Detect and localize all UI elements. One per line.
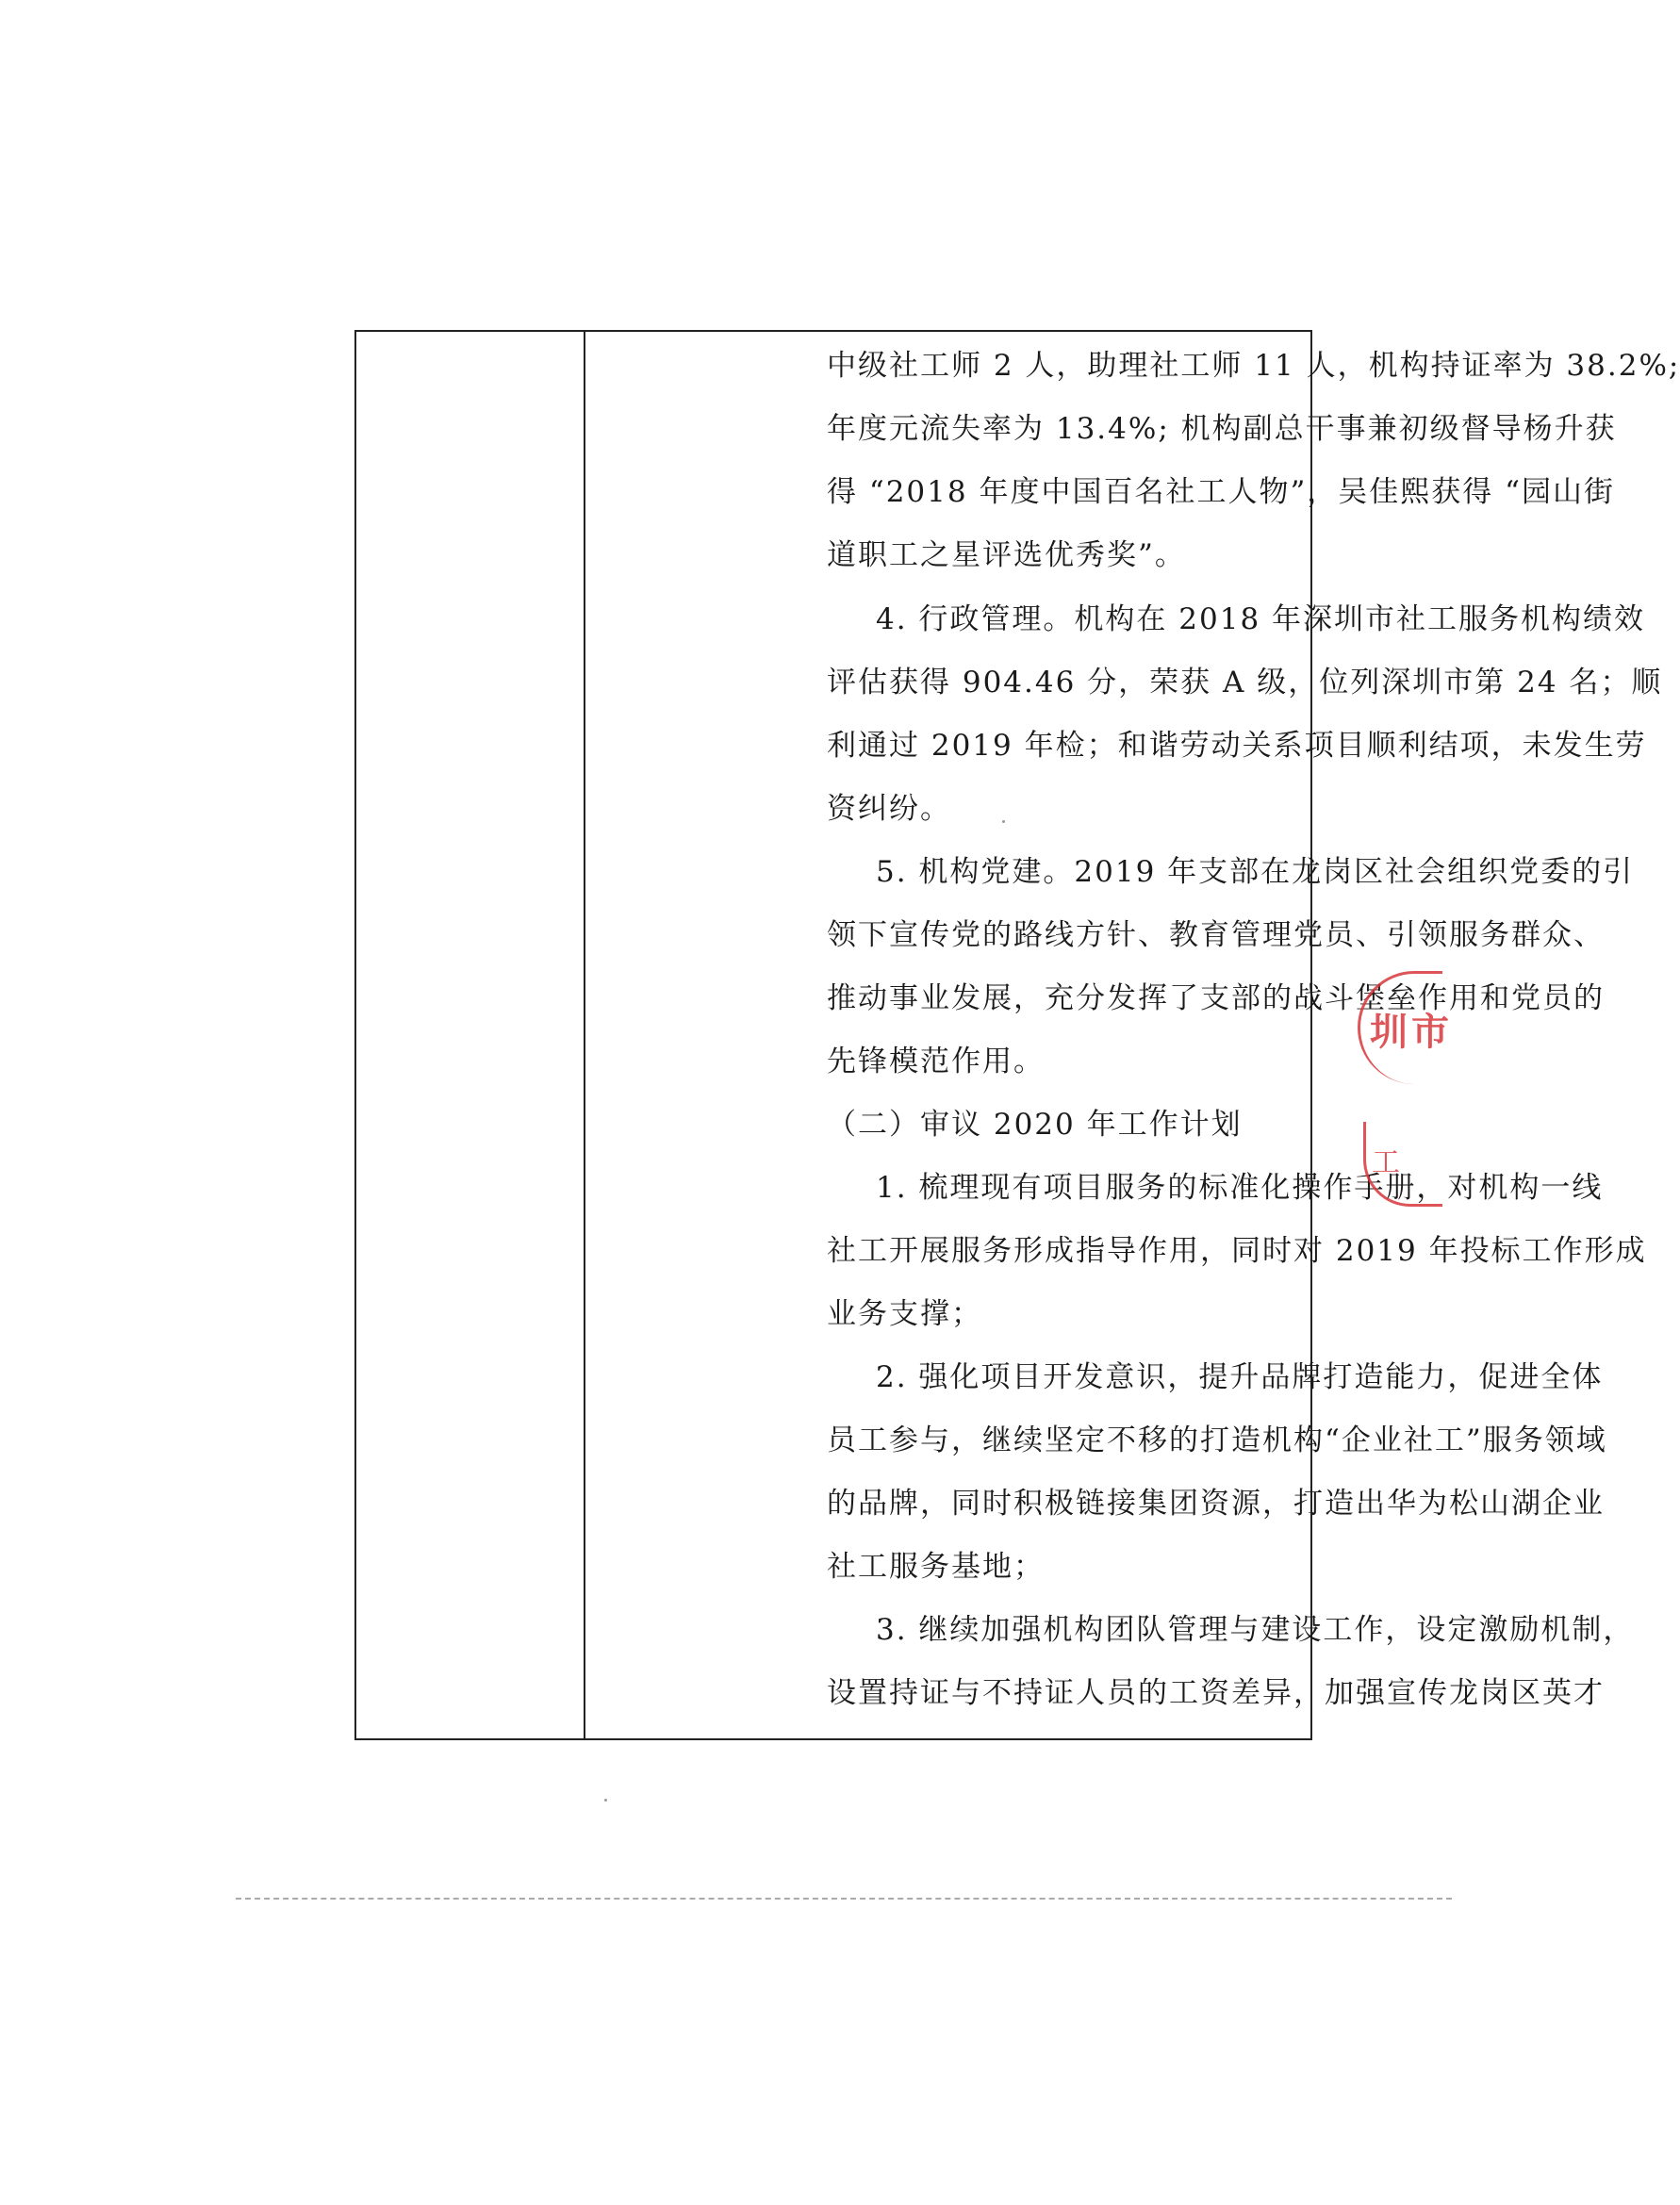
text-line: 社工服务基地； <box>827 1550 1045 1584</box>
section-heading: （二）审议 2020 年工作计划 <box>827 1108 1243 1142</box>
text-line: 利通过 2019 年检；和谐劳动关系项目顺利结项，未发生劳 <box>827 729 1647 763</box>
text-line: 5. 机构党建。2019 年支部在龙岗区社会组织党委的引 <box>876 855 1635 889</box>
text-line: 的品牌，同时积极链接集团资源，打造出华为松山湖企业 <box>827 1487 1605 1521</box>
text-line: 中级社工师 2 人，助理社工师 11 人，机构持证率为 38.2%; <box>827 349 1680 383</box>
text-line: 3. 继续加强机构团队管理与建设工作，设定激励机制， <box>876 1613 1635 1647</box>
text-line: 评估获得 904.46 分，荣获 A 级，位列深圳市第 24 名；顺 <box>827 666 1663 699</box>
footer-divider <box>236 1898 1452 1900</box>
stamp-text: 圳市 <box>1370 1011 1453 1054</box>
text-line: 设置持证与不持证人员的工资差异，加强宣传龙岗区英才 <box>827 1676 1605 1710</box>
text-line: 1. 梳理现有项目服务的标准化操作手册，对机构一线 <box>876 1171 1604 1205</box>
table-left-column <box>356 332 585 1738</box>
text-line: 2. 强化项目开发意识，提升品牌打造能力，促进全体 <box>876 1360 1604 1394</box>
text-line: 年度元流失率为 13.4%; 机构副总干事兼初级督导杨升获 <box>827 412 1617 446</box>
text-line: 得 “2018 年度中国百名社工人物”，吴佳熙获得 “园山街 <box>827 475 1615 509</box>
text-line: 员工参与，继续坚定不移的打造机构“企业社工”服务领域 <box>827 1423 1607 1457</box>
text-line: 4. 行政管理。机构在 2018 年深圳市社工服务机构绩效 <box>876 602 1646 636</box>
table-right-column <box>585 332 1680 1738</box>
text-line: 资纠纷。 <box>827 792 951 826</box>
content-table <box>354 330 1680 1740</box>
text-line: 业务支撑； <box>827 1297 982 1331</box>
scan-speck <box>604 1799 607 1802</box>
text-line: 道职工之星评选优秀奖”。 <box>827 538 1186 572</box>
scan-speck <box>1002 820 1005 823</box>
text-line: 先锋模范作用。 <box>827 1045 1045 1078</box>
text-line: 社工开展服务形成指导作用，同时对 2019 年投标工作形成 <box>827 1234 1647 1268</box>
stamp-text: 工 <box>1372 1146 1400 1179</box>
text-line: 推动事业发展，充分发挥了支部的战斗堡垒作用和党员的 <box>827 981 1605 1015</box>
text-line: 领下宣传党的路线方针、教育管理党员、引领服务群众、 <box>827 918 1605 952</box>
